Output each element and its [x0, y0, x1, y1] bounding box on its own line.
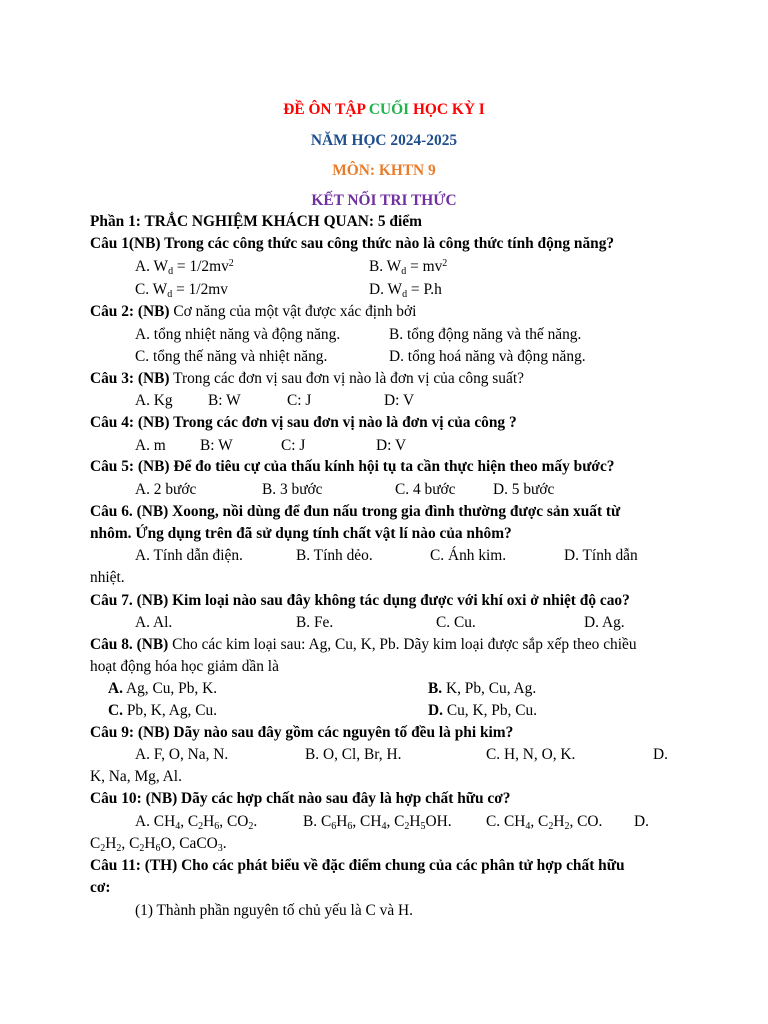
q6-option-d: D. Tính dẫn	[564, 547, 638, 564]
school-year: NĂM HỌC 2024-2025	[310, 132, 458, 149]
q7-option-d: D. Ag.	[584, 614, 625, 631]
q1-option-b: B. $W_d = mv^2$	[369, 258, 448, 277]
q5-option-c: C. 4 bước	[395, 481, 456, 498]
q1-option-c: C. $W_d = 1/2mv$	[135, 281, 228, 300]
q3-option-a: A. Kg	[135, 392, 173, 409]
question-11-line-1: Câu 11: (TH) Cho các phát biểu về đặc điểm chung của các phân tử hợp chất hữu	[90, 857, 625, 874]
question-7: Câu 7. (NB) Kim loại nào sau đây không tác dụng được với khí oxi ở nhiệt độ cao?	[90, 592, 630, 609]
q7-option-a: A. Al.	[135, 614, 173, 631]
question-2: Câu 2: (NB) Cơ năng của một vật được xác định bởi	[90, 303, 417, 320]
question-4: Câu 4: (NB) Trong các đơn vị sau đơn vị nào là đơn vị của công ?	[90, 414, 517, 431]
q10-option-b: B. $C_6H_6$, $CH_4$, $C_2H_5OH$.	[303, 813, 452, 832]
q10-option-c: C. $CH_4$, $C_2H_2$, CO.	[486, 813, 603, 832]
q8-option-b: B. K, Pb, Cu, Ag.	[428, 680, 537, 697]
q9-option-c: C. H, N, O, K.	[486, 746, 576, 763]
q5-option-b: B. 3 bước	[262, 481, 323, 498]
q9-option-b: B. O, Cl, Br, H.	[305, 746, 402, 763]
q8-option-a: A. Ag, Cu, Pb, K.	[108, 680, 218, 697]
q6-option-c: C. Ánh kim.	[430, 547, 507, 564]
q9-option-d-cont: K, Na, Mg, Al.	[90, 768, 182, 785]
q8-option-d: D. Cu, K, Pb, Cu.	[428, 702, 538, 719]
q4-option-c: C: J	[281, 437, 306, 454]
q10-option-a: A. $CH_4$, $C_2H_6$, $CO_2$.	[135, 813, 258, 832]
q1-option-a: A. $W_d = 1/2mv^2$	[135, 258, 234, 277]
q4-option-d: D: V	[376, 437, 407, 454]
question-6-line-1: Câu 6. (NB) Xoong, nồi dùng để đun nấu trong gia đình thường được sản xuất từ	[90, 503, 621, 520]
question-5: Câu 5: (NB) Để đo tiêu cự của thấu kính hội tụ ta cần thực hiện theo mấy bước?	[90, 458, 615, 475]
question-10: Câu 10: (NB) Dãy các hợp chất nào sau đây là hợp chất hữu cơ?	[90, 790, 511, 807]
q7-option-c: C. Cu.	[436, 614, 476, 631]
section-heading: Phần 1: TRẮC NGHIỆM KHÁCH QUAN: 5 điểm	[90, 213, 422, 230]
q3-option-d: D: V	[384, 392, 415, 409]
q6-option-a: A. Tính dẫn điện.	[135, 547, 243, 564]
q3-option-b: B: W	[208, 392, 241, 409]
question-9: Câu 9: (NB) Dãy nào sau đây gồm các nguyên tố đều là phi kim?	[90, 724, 514, 741]
q4-option-a: A. m	[135, 437, 166, 454]
question-3: Câu 3: (NB) Trong các đơn vị sau đơn vị nào là đơn vị của công suất?	[90, 370, 524, 387]
book-series: KẾT NỐI TRI THỨC	[311, 192, 457, 209]
q1-option-d: D. $W_d = P.h$	[369, 281, 442, 300]
question-8-line-1: Câu 8. (NB) Cho các kim loại sau: Ag, Cu, K, Pb. Dãy kim loại được sắp xếp theo chiều	[90, 636, 637, 653]
q6-option-d-cont: nhiệt.	[90, 569, 125, 586]
q5-option-a: A. 2 bước	[135, 481, 197, 498]
q5-option-d: D. 5 bước	[493, 481, 555, 498]
question-6-line-2: nhôm. Ứng dụng trên đã sử dụng tính chất vật lí nào của nhôm?	[90, 525, 512, 542]
question-1: Câu 1(NB) Trong các công thức sau công thức nào là công thức tính động năng?	[90, 235, 615, 252]
q10-option-d: D.	[634, 813, 649, 830]
question-11-line-2: cơ:	[90, 879, 111, 896]
q7-option-b: B. Fe.	[296, 614, 334, 631]
question-8-line-2: hoạt động hóa học giảm dần là	[90, 658, 279, 675]
q6-option-b: B. Tính dẻo.	[296, 547, 373, 564]
q2-option-a: A. tổng nhiệt năng và động năng.	[135, 326, 341, 343]
q9-option-a: A. F, O, Na, N.	[135, 746, 229, 763]
q2-option-b: B. tổng động năng và thế năng.	[389, 326, 582, 343]
q4-option-b: B: W	[200, 437, 233, 454]
exam-title: ĐỀ ÔN TẬP CUỐI HỌC KỲ I	[283, 101, 485, 118]
q9-option-d: D.	[653, 746, 668, 763]
subject: MÔN: KHTN 9	[332, 162, 436, 179]
q11-statement-1: (1) Thành phần nguyên tố chủ yếu là C và H.	[135, 902, 413, 919]
q10-option-d-cont: $C_2H_2$, $C_2H_6O$, CaCO$_3$.	[90, 835, 227, 854]
q8-option-c: C. Pb, K, Ag, Cu.	[108, 702, 218, 719]
q2-option-d: D. tổng hoá năng và động năng.	[389, 348, 586, 365]
q2-option-c: C. tổng thế năng và nhiệt năng.	[135, 348, 328, 365]
q3-option-c: C: J	[287, 392, 312, 409]
